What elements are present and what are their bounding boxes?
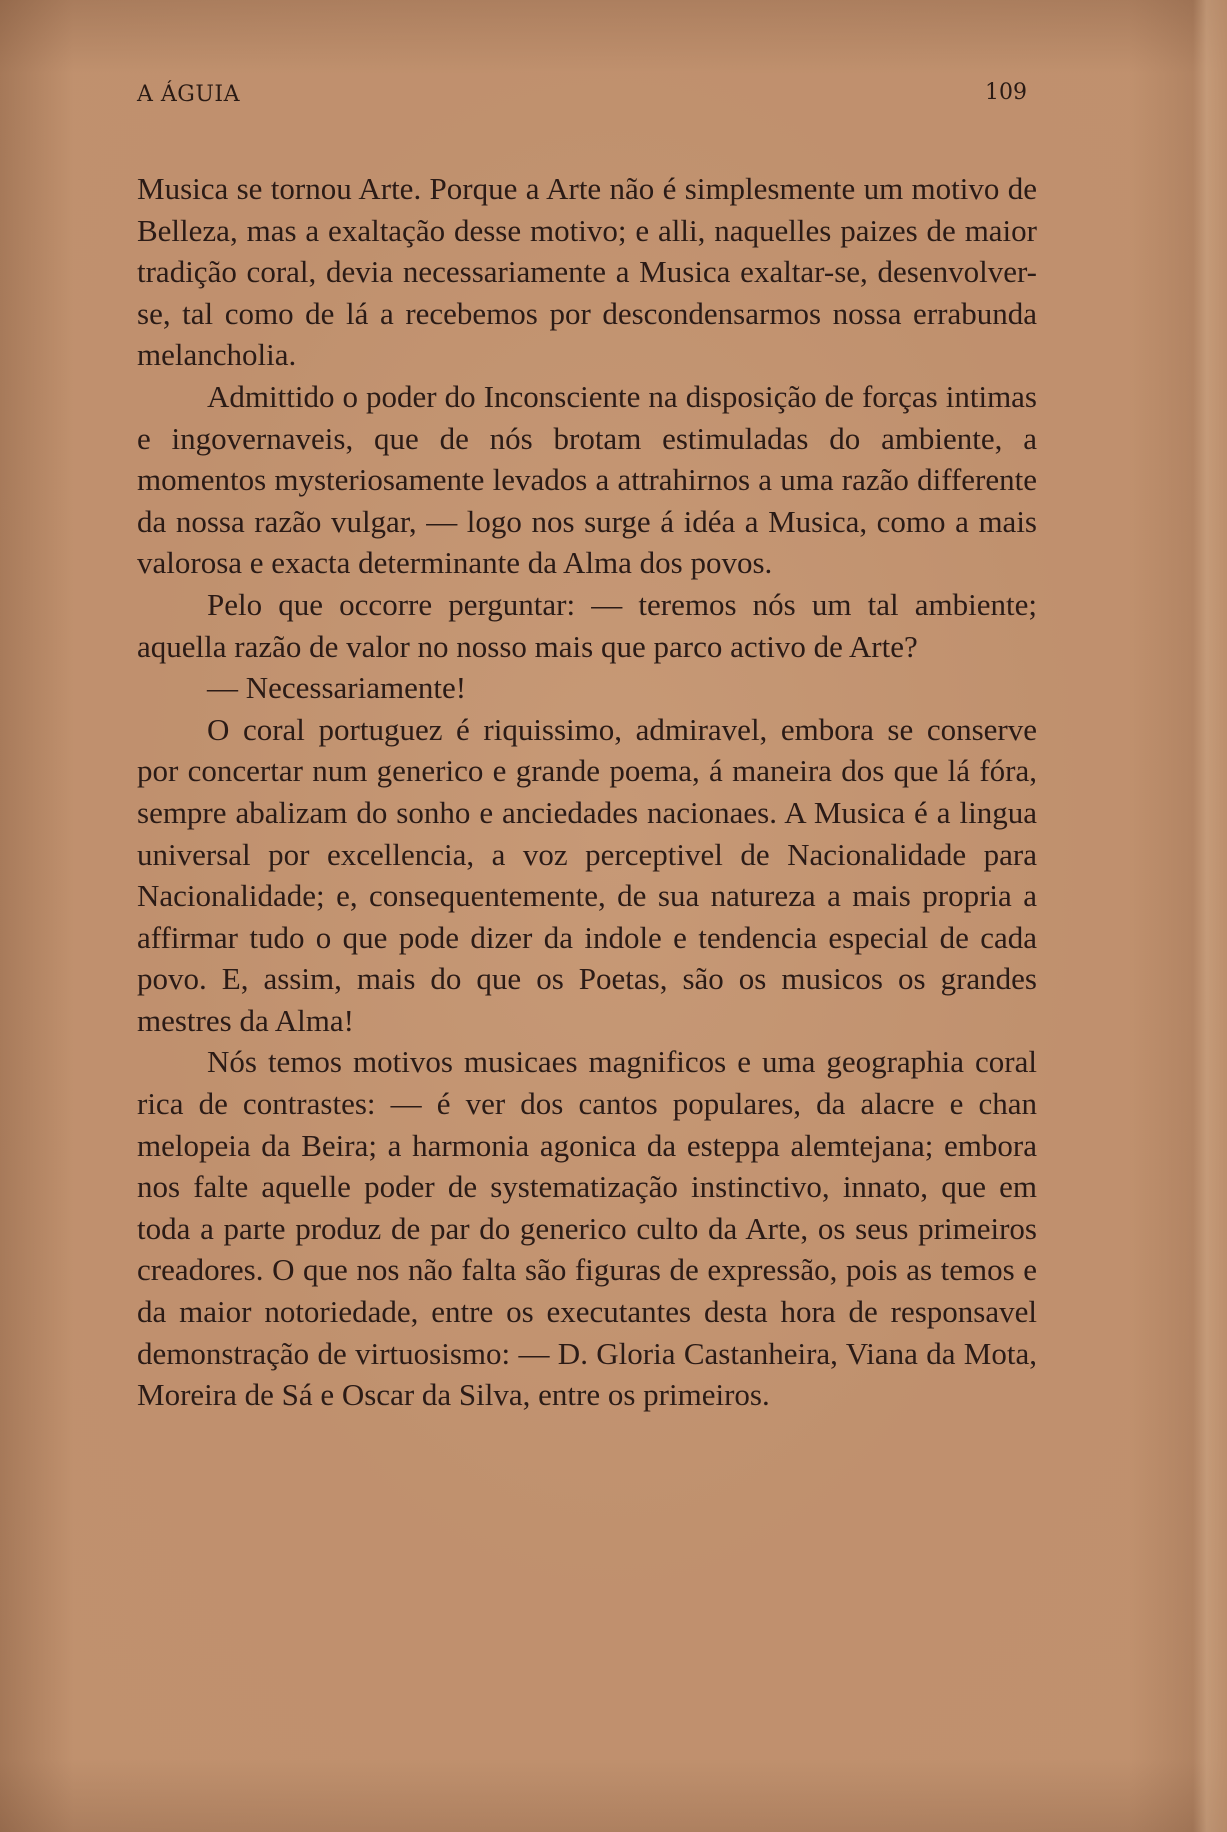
running-title: A ÁGUIA bbox=[137, 82, 240, 107]
paragraph: — Necessariamente! bbox=[207, 670, 467, 706]
page-edge bbox=[1193, 0, 1227, 1832]
paragraph: Pelo que occorre perguntar: — teremos nós um tal ambiente; aquella razão de valor no nosso mais que parco activo de Arte? bbox=[137, 586, 1037, 664]
body-text bbox=[137, 168, 1037, 1416]
paragraph: O coral portuguez é riquissimo, admiravel, embora se conserve por concertar num generico e grande poema, á maneira dos que lá fóra, sempre abalizam do sonho e anciedades nacionaes. A Musica é a lingua universal por excellencia, a voz perceptivel de Nacionalidade para Nacionalidade; e, consequentemente, de sua natureza a mais propria a affirmar tudo o que pode dizer da indole e tendencia especial de cada povo. E, assim, mais do que os Poetas, são os musicos os grandes mestres da Alma! bbox=[137, 711, 1037, 1038]
page-number: 109 bbox=[985, 80, 1027, 105]
page-header bbox=[137, 82, 1027, 112]
paragraph: Nós temos motivos musicaes magnificos e uma geographia coral rica de contrastes: — é ver dos cantos populares, da alacre e chan melopeia da Beira; a harmonia agonica da esteppa alemtejana; embora nos falte aquelle poder de systematização instinctivo, innato, que em toda a parte produz de par do generico culto da Arte, os seus primeiros creadores. O que nos não falta são figuras de expressão, pois as temos e da maior notoriedade, entre os executantes desta hora de responsavel demonstração de virtuosismo: — D. Gloria Castanheira, Viana da Mota, Moreira de Sá e Oscar da Silva, entre os primeiros. bbox=[137, 1044, 1037, 1413]
paragraph: Admittido o poder do Inconsciente na disposição de forças intimas e ingovernaveis, que de nós brotam estimuladas do ambiente, a momentos mysteriosamente levados a attrahirnos a uma razão differente da nossa razão vulgar, — logo nos surge á idéa a Musica, como a mais valorosa e exacta determinante da Alma dos povos. bbox=[137, 378, 1037, 581]
paragraph: Musica se tornou Arte. Porque a Arte não é simplesmente um motivo de Belleza, mas a exaltação desse motivo; e alli, naquelles paizes de maior tradição coral, devia necessariamente a Musica exaltar-se, desenvolver-se, tal como de lá a recebemos por descondensarmos nossa errabunda melancholia. bbox=[137, 171, 1037, 373]
